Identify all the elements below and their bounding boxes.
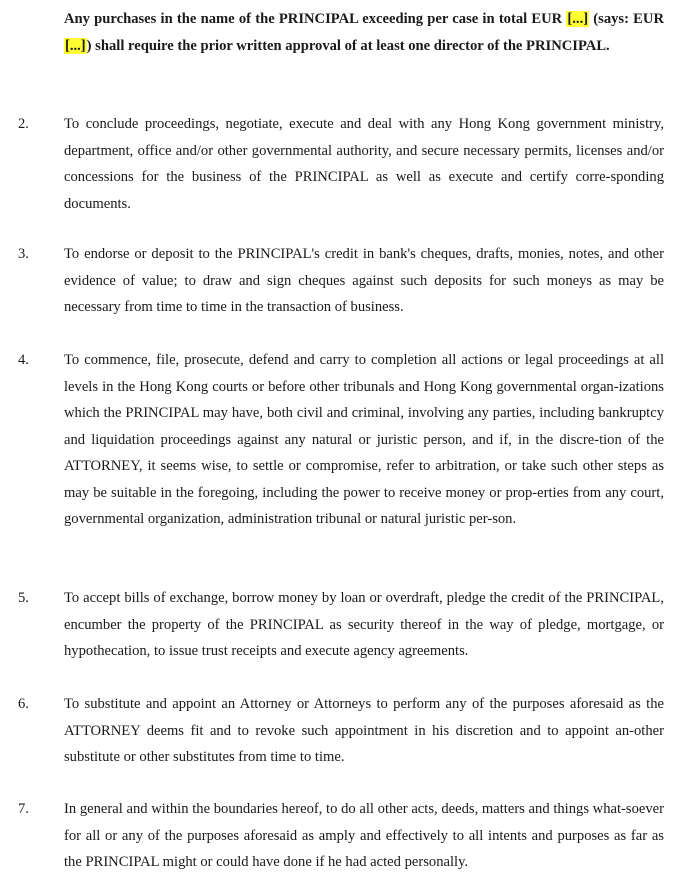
clause-text: To endorse or deposit to the PRINCIPAL's credit in bank's cheques, drafts, monies, notes, and other evidence of value; to draw and sign cheques against such deposits for such moneys as may be necessary from time to time in the transaction of business. [64,246,664,315]
clause-number: 4. [18,352,29,368]
clause-text: To conclude proceedings, negotiate, execute and deal with any Hong Kong government ministry, department, office and/or other governmental authority, and secure necessary permits, licenses and/or concessions for the business of the PRINCIPAL as well as execute and certify corre-sponding documents. [64,116,664,212]
clause-number: 6. [18,696,29,712]
clause-text: In general and within the boundaries hereof, to do all other acts, deeds, matters and things what-soever for all or any of the purposes aforesaid as amply and effectively to all intents and purposes as far as the PRINCIPAL might or could have done if he had acted personally. [64,801,664,870]
clause-number: 5. [18,590,29,606]
clause-number: 3. [18,246,29,262]
clause-text: To accept bills of exchange, borrow money by loan or overdraft, pledge the credit of the PRINCIPAL, encumber the property of the PRINCIPAL as security thereof in the way of pledge, mortgage, or hypothecation, to issue trust receipts and execute agency agreements. [64,590,664,659]
intro-text-1: Any purchases in the name of the PRINCIPAL exceeding per case in total EUR [64,11,567,27]
intro-text-2: (says: EUR [589,11,664,27]
redacted-amount-highlight: [...] [567,11,589,27]
intro-text-3: ) shall require the prior written approval of at least one director of the PRINCIPAL. [86,37,610,54]
clause-number: 2. [18,116,29,132]
intro-paragraph [64,6,664,59]
clause-number: 7. [18,801,29,817]
clause-text: To commence, file, prosecute, defend and carry to completion all actions or legal proceedings at all levels in the Hong Kong courts or before other tribunals and Hong Kong governmental organ-izations which the PRINCIPAL may have, both civil and criminal, involving any parties, including bankruptcy and liquidation proceedings against any natural or juristic person, and if, in the discre-tion of the ATTORNEY, it seems wise, to settle or compromise, refer to arbitration, or take such other steps as may be suitable in the foregoing, including the power to receive money or prop-erties from any court, governmental organization, administration tribunal or natural juristic per-son. [64,352,664,527]
redacted-amount-words-highlight: [...] [65,37,86,54]
clause-text: To substitute and appoint an Attorney or Attorneys to perform any of the purposes aforesaid as the ATTORNEY deems fit and to revoke such appointment in his discretion and to appoint an-other substitute or other substitutes from time to time. [64,696,664,765]
